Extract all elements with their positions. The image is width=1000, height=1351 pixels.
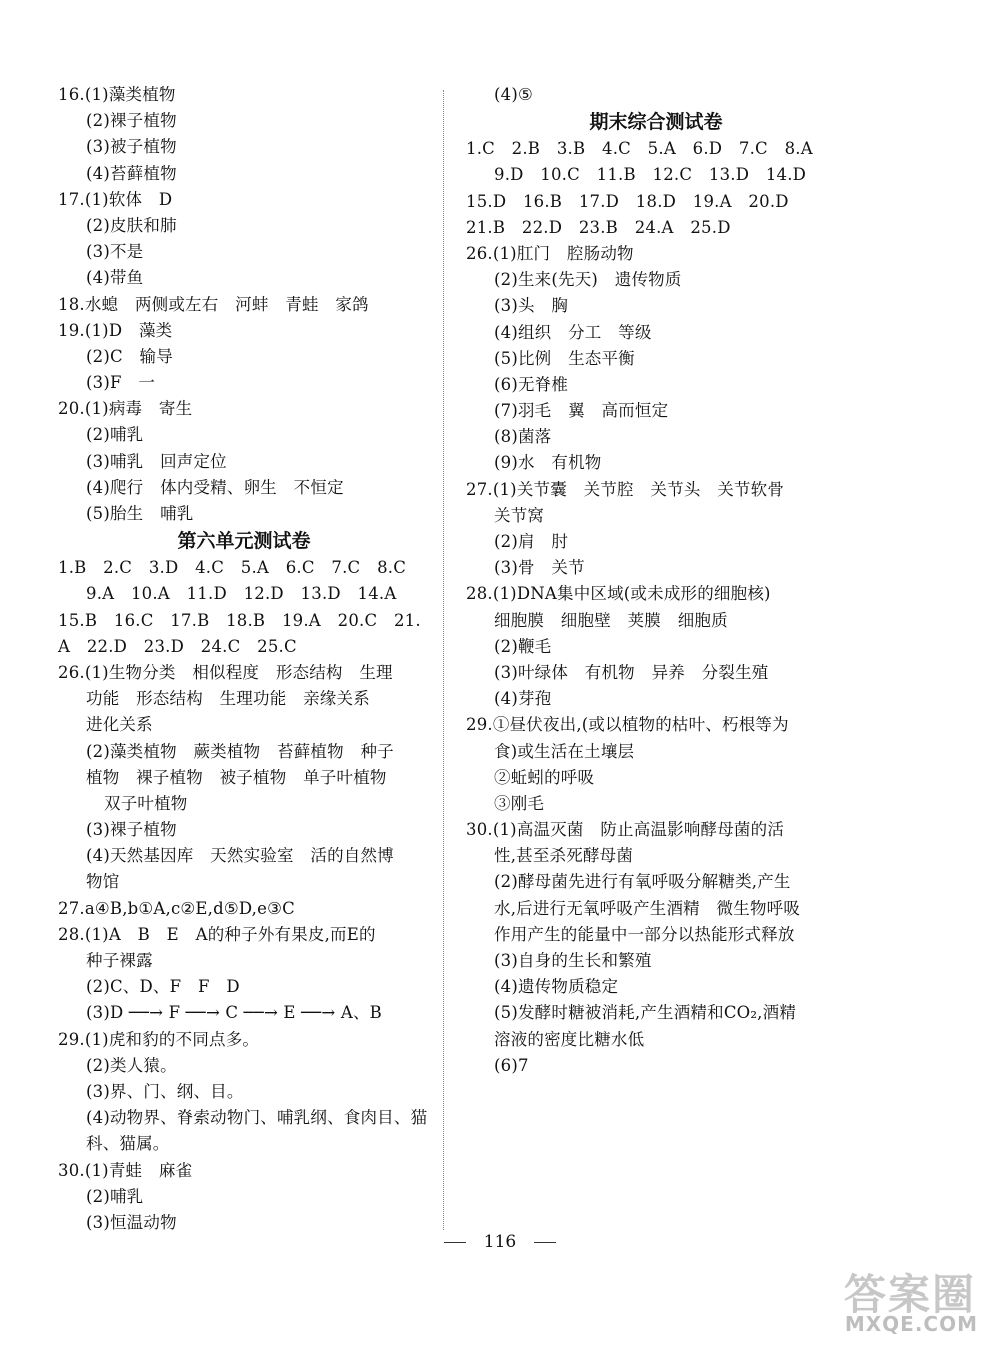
answer-line: 27.(1)关节囊 关节腔 关节头 关节软骨 (466, 479, 785, 499)
answer-line: ②蚯蚓的呼吸 (494, 767, 595, 787)
column-divider (443, 90, 444, 1230)
answer-line: (3)自身的生长和繁殖 (494, 951, 652, 970)
answer-line: (2)C、D、F F D (86, 977, 240, 997)
watermark-logo (806, 1262, 986, 1342)
answer-line: (5)比例 生态平衡 (494, 348, 635, 368)
answer-line: 29.(1)虎和豹的不同点多。 (58, 1029, 260, 1049)
answer-line: 30.(1)青蛙 麻雀 (58, 1160, 193, 1180)
answer-line: 作用产生的能量中一部分以热能形式释放 (494, 924, 795, 944)
answer-line: 9.A 10.A 11.D 12.D 13.D 14.A (86, 584, 397, 604)
answer-line: (4)遗传物质稳定 (494, 977, 619, 997)
answer-line: 19.(1)D 藻类 (58, 320, 173, 340)
answer-line: (2)藻类植物 蕨类植物 苔藓植物 种子 (86, 741, 394, 761)
answer-line: 9.D 10.C 11.B 12.C 13.D 14.D (494, 165, 807, 185)
footer-dash-right (534, 1242, 556, 1243)
answer-line: (3)被子植物 (86, 137, 177, 157)
answer-line: 26.(1)生物分类 相似程度 形态结构 生理 (58, 662, 393, 682)
answer-line: (5)发酵时糖被消耗,产生酒精和CO₂,酒精 (494, 1003, 797, 1023)
answer-line: 27.a④B,b①A,c②E,d⑤D,e③C (58, 898, 295, 918)
answer-line: (2)鞭毛 (494, 636, 552, 656)
answer-line: (2)裸子植物 (86, 111, 177, 131)
answer-line: 15.B 16.C 17.B 18.B 19.A 20.C 21. (58, 610, 421, 630)
answer-line: 进化关系 (86, 715, 153, 735)
answer-line: (4)组织 分工 等级 (494, 322, 652, 342)
answer-line: (3)叶绿体 有机物 异养 分裂生殖 (494, 662, 769, 682)
answer-line: (4)⑤ (494, 85, 533, 104)
answer-line: 功能 形态结构 生理功能 亲缘关系 (86, 689, 370, 709)
answer-line: (3)D ──→ F ──→ C ──→ E ──→ A、B (86, 1003, 382, 1023)
answer-line: 29.①昼伏夜出,(或以植物的枯叶、朽根等为 (466, 715, 789, 735)
answer-line: (6)7 (494, 1055, 529, 1075)
answer-line: (3)恒温动物 (86, 1212, 177, 1232)
answer-line: (6)无脊椎 (494, 374, 569, 394)
answer-line: (3)骨 关节 (494, 558, 585, 578)
answer-line: 食)或生活在土壤层 (494, 741, 635, 761)
answer-line: (4)带鱼 (86, 268, 144, 288)
answer-line: 20.(1)病毒 寄生 (58, 399, 193, 419)
answer-line: 双子叶植物 (104, 793, 188, 813)
answer-line: 17.(1)软体 D (58, 189, 173, 209)
answer-line: 种子裸露 (86, 951, 153, 970)
answer-line: 30.(1)高温灭菌 防止高温影响酵母菌的活 (466, 820, 785, 840)
answer-line: (2)生来(先天) 遗传物质 (494, 270, 682, 290)
answer-line: (2)肩 肘 (494, 532, 569, 551)
answer-line: (7)羽毛 翼 高而恒定 (494, 401, 669, 421)
answer-line: 植物 裸子植物 被子植物 单子叶植物 (86, 767, 387, 787)
left-column (58, 82, 430, 1236)
answer-line: (9)水 有机物 (494, 453, 602, 473)
answer-line: (2)酵母菌先进行有氧呼吸分解糖类,产生 (494, 872, 791, 892)
answer-line: 15.D 16.B 17.D 18.D 19.A 20.D (466, 191, 789, 211)
answer-line: (3)不是 (86, 242, 144, 262)
answer-line: (2)类人猿。 (86, 1055, 177, 1075)
answer-line: (2)哺乳 (86, 425, 144, 445)
answer-line: (3)哺乳 回声定位 (86, 451, 227, 471)
answer-line: (4)芽孢 (494, 689, 552, 709)
answer-line: (4)天然基因库 天然实验室 活的自然博 (86, 846, 394, 866)
answer-line: (4)爬行 体内受精、卵生 不恒定 (86, 477, 344, 497)
answer-line: (3)裸子植物 (86, 820, 177, 840)
answer-line: A 22.D 23.D 24.C 25.C (58, 636, 297, 656)
answer-line: 细胞膜 细胞壁 荚膜 细胞质 (494, 610, 728, 630)
answer-line: 1.C 2.B 3.B 4.C 5.A 6.D 7.C 8.A (466, 139, 813, 159)
answer-line: ③刚毛 (494, 793, 545, 813)
answer-line: 28.(1)DNA集中区域(或未成形的细胞核) (466, 584, 771, 604)
answer-line: (4)动物界、脊索动物门、哺乳纲、食肉目、猫 (86, 1108, 428, 1128)
answer-line: 1.B 2.C 3.D 4.C 5.A 6.C 7.C 8.C (58, 558, 407, 578)
answer-line: 16.(1)藻类植物 (58, 85, 176, 104)
section-title: 期末综合测试卷 (589, 111, 723, 134)
answer-line: (8)菌落 (494, 427, 552, 447)
right-column (466, 82, 846, 1079)
answer-line: (3)界、门、纲、目。 (86, 1081, 244, 1101)
footer-dash-left (444, 1242, 466, 1243)
answer-line: (3)头 胸 (494, 296, 569, 316)
page-footer (0, 1232, 1000, 1252)
answer-line: (2)哺乳 (86, 1186, 144, 1206)
page-number: 116 (483, 1232, 517, 1252)
answer-line: 性,甚至杀死酵母菌 (494, 846, 634, 866)
answer-line: 科、猫属。 (86, 1134, 170, 1154)
answer-line: (5)胎生 哺乳 (86, 504, 194, 523)
answer-line: 物馆 (86, 872, 120, 892)
answer-line: 26.(1)肛门 腔肠动物 (466, 243, 634, 263)
answer-line: 溶液的密度比糖水低 (494, 1029, 645, 1049)
watermark-url: MXQE.COM (844, 1312, 978, 1336)
watermark-text: 答案圈 (843, 1270, 976, 1319)
answer-line: (2)皮肤和肺 (86, 215, 177, 235)
answer-line: 21.B 22.D 23.B 24.A 25.D (466, 217, 731, 237)
answer-line: 关节窝 (494, 505, 545, 525)
answer-line: 28.(1)A B E A的种子外有果皮,而E的 (58, 924, 376, 944)
answer-line: 水,后进行无氧呼吸产生酒精 微生物呼吸 (494, 898, 801, 918)
answer-line: 18.水螅 两侧或左右 河蚌 青蛙 家鸽 (58, 294, 369, 314)
answer-line: (3)F 一 (86, 373, 156, 393)
answer-line: (2)C 输导 (86, 346, 173, 366)
answer-line: (4)苔藓植物 (86, 163, 177, 183)
section-title: 第六单元测试卷 (177, 530, 311, 553)
